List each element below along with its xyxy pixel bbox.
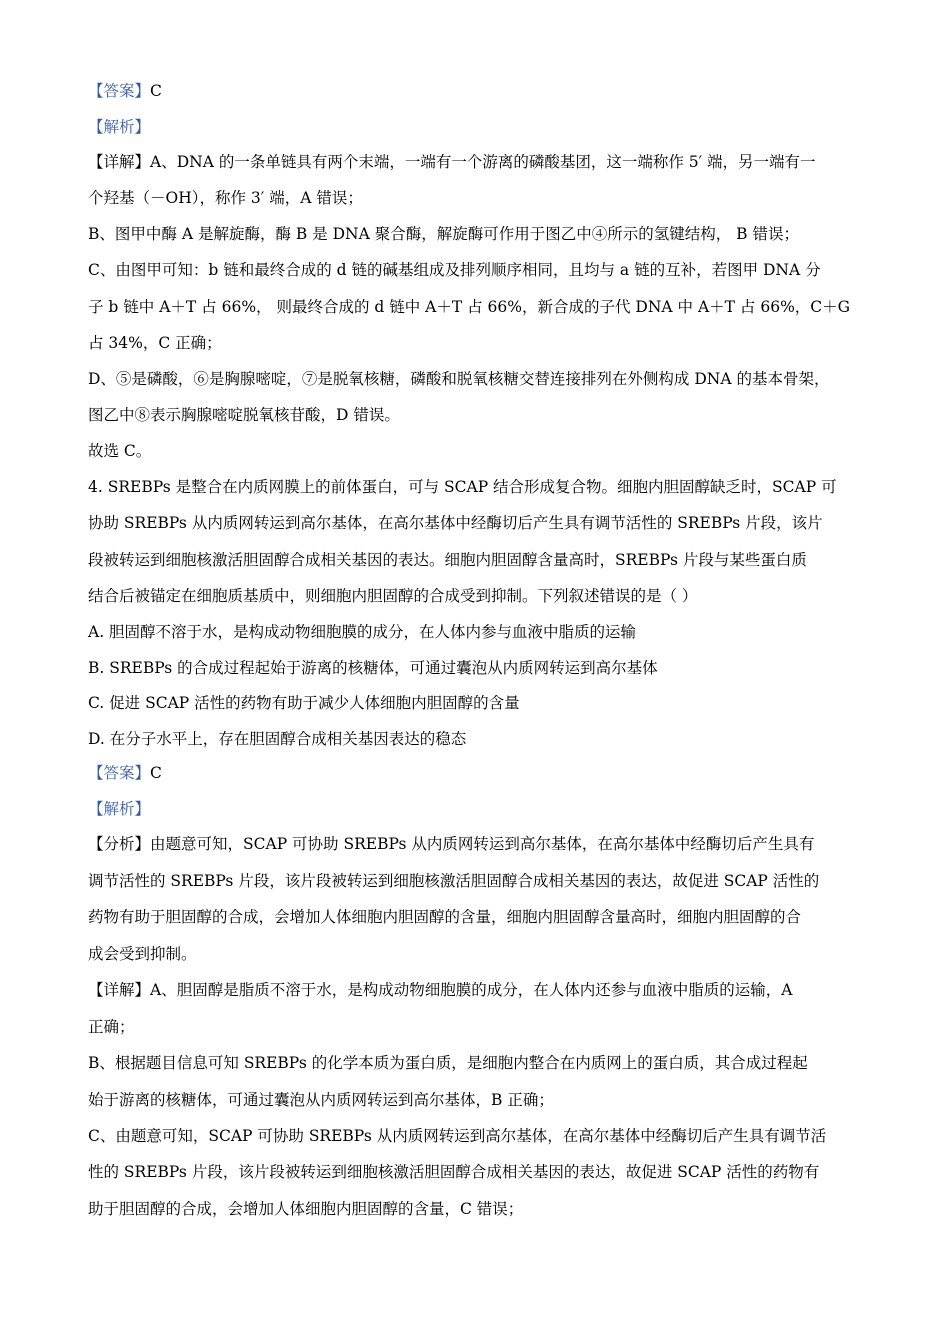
q4-option-d: D. 在分子水平上，存在胆固醇合成相关基因表达的稳态: [88, 730, 467, 748]
analysis-tag: 【解析】: [88, 800, 151, 818]
q4-detail-line-7: 助于胆固醇的合成，会增加人体细胞内胆固醇的含量，C 错误；: [88, 1200, 524, 1218]
q4-analysis-line-4: 成会受到抑制。: [88, 945, 197, 963]
q4-stem-line-3: 段被转运到细胞核激活胆固醇合成相关基因的表达。细胞内胆固醇含量高时，SREBPs 片段与某些蛋白质: [88, 551, 807, 569]
q4-detail-line-5: C、由题意可知，SCAP 可协助 SREBPs 从内质网转运到高尔基体，在高尔基体中经酶切后产生具有调节活: [88, 1127, 827, 1145]
detail-text: A、DNA 的一条单链具有两个末端，一端有一个游离的磷酸基团，这一端称作 5′ 端，另一端有一: [150, 153, 816, 171]
analysis-sub-tag: 【分析】: [88, 835, 151, 853]
q3-option-b-explain: B、图甲中酶 A 是解旋酶，酶 B 是 DNA 聚合酶，解旋酶可作用于图乙中④所示的氢键结构， B 错误；: [88, 225, 799, 243]
q4-analysis-line-3: 药物有助于胆固醇的合成，会增加人体细胞内胆固醇的含量，细胞内胆固醇含量高时，细胞内胆固醇的合: [88, 908, 802, 926]
q4-detail-line-3: B、根据题目信息可知 SREBPs 的化学本质为蛋白质，是细胞内整合在内质网上的蛋白质，其合成过程起: [88, 1054, 808, 1072]
q3-option-d-explain-2: 图乙中⑧表示胸腺嘧啶脱氧核苷酸，D 错误。: [88, 406, 400, 424]
q3-option-c-explain-2: 子 b 链中 A＋T 占 66%， 则最终合成的 d 链中 A＋T 占 66%，新合成的子代 DNA 中 A＋T 占 66%，C＋G: [88, 298, 851, 316]
q4-stem-line-4: 结合后被锚定在细胞质基质中，则细胞内胆固醇的合成受到抑制。下列叙述错误的是（ ）: [88, 587, 698, 605]
q4-analysis-line-1: [88, 833, 814, 855]
detail-tag: 【详解】: [88, 153, 151, 171]
q4-detail-line-6: 性的 SREBPs 片段，该片段被转运到细胞核激活胆固醇合成相关基因的表达，故促进 SCAP 活性的药物有: [88, 1163, 820, 1181]
q4-option-b: B. SREBPs 的合成过程起始于游离的核糖体，可通过囊泡从内质网转运到高尔基体: [88, 659, 658, 677]
q4-analysis-line-2: 调节活性的 SREBPs 片段，该片段被转运到细胞核激活胆固醇合成相关基因的表达，故促进 SCAP 活性的: [88, 872, 820, 890]
answer-tag: 【答案】: [88, 764, 151, 782]
q3-detail-line-2: 个羟基（－OH），称作 3′ 端，A 错误；: [88, 189, 363, 207]
detail-text: A、胆固醇是脂质不溶于水，是构成动物细胞膜的成分，在人体内还参与血液中脂质的运输，A: [150, 981, 793, 999]
q3-option-c-explain-3: 占 34%，C 正确；: [88, 334, 222, 352]
q4-stem-line-2: 协助 SREBPs 从内质网转运到高尔基体，在高尔基体中经酶切后产生具有调节活性的 SREBPs 片段，该片: [88, 514, 823, 532]
analysis-text: 由题意可知，SCAP 可协助 SREBPs 从内质网转运到高尔基体，在高尔基体中经酶切后产生具有: [150, 835, 815, 853]
q3-conclusion: 故选 C。: [88, 442, 152, 460]
answer-value: C: [150, 82, 162, 100]
q3-analysis-tag-line: [88, 116, 150, 138]
q4-detail-line-4: 始于游离的核糖体，可通过囊泡从内质网转运到高尔基体，B 正确；: [88, 1091, 554, 1109]
q3-option-d-explain-1: D、⑤是磷酸，⑥是胸腺嘧啶，⑦是脱氧核糖，磷酸和脱氧核糖交替连接排列在外侧构成 DNA 的基本骨架，: [88, 370, 830, 388]
q4-stem-line-1: 4. SREBPs 是整合在内质网膜上的前体蛋白，可与 SCAP 结合形成复合物。细胞内胆固醇缺乏时，SCAP 可: [88, 478, 837, 496]
answer-tag: 【答案】: [88, 82, 151, 100]
q4-detail-line-2: 正确；: [88, 1018, 135, 1036]
q4-option-a: A. 胆固醇不溶于水，是构成动物细胞膜的成分，在人体内参与血液中脂质的运输: [88, 623, 637, 641]
q3-detail-line-1: [88, 151, 816, 173]
q4-option-c: C. 促进 SCAP 活性的药物有助于减少人体细胞内胆固醇的含量: [88, 694, 520, 712]
q3-answer-line: [88, 80, 162, 102]
analysis-tag: 【解析】: [88, 118, 151, 136]
answer-value: C: [150, 764, 162, 782]
q4-answer-line: [88, 762, 162, 784]
q4-detail-line-1: [88, 979, 792, 1001]
detail-tag: 【详解】: [88, 981, 151, 999]
q3-option-c-explain-1: C、由图甲可知：b 链和最终合成的 d 链的碱基组成及排列顺序相同，且均与 a 链的互补，若图甲 DNA 分: [88, 261, 821, 279]
q4-analysis-tag-line: [88, 798, 150, 820]
